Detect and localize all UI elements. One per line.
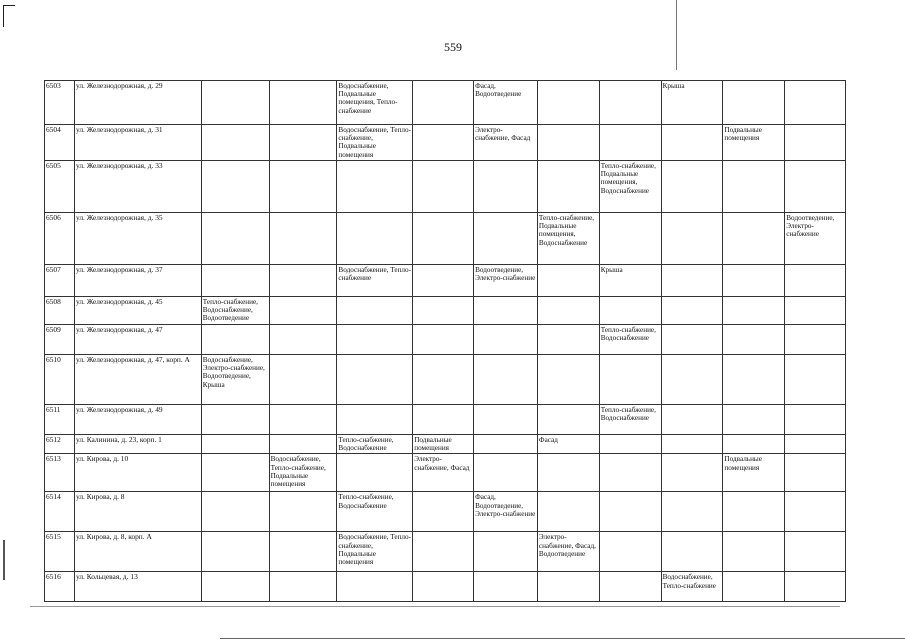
work-cell <box>537 355 599 405</box>
row-address: ул. Железнодорожная, д. 29 <box>74 81 201 125</box>
work-cell <box>201 492 269 532</box>
work-cell <box>723 213 785 265</box>
work-cell <box>785 265 846 297</box>
work-cell-text: Водоснабжение, Тепло-снабжение <box>662 573 716 590</box>
scan-right-edge <box>676 0 677 70</box>
work-cell-text: Фасад, Водоотведение, Электро-снабжение <box>475 493 536 518</box>
work-cell <box>661 454 723 492</box>
row-number: 6510 <box>45 355 75 405</box>
work-cell <box>201 297 269 325</box>
work-cell <box>785 572 846 602</box>
row-address: ул. Железнодорожная, д. 47 <box>74 325 201 355</box>
work-cell-text: Тепло-снабжение, Водоснабжение, Водоотведение <box>202 298 258 323</box>
work-cell <box>599 405 661 435</box>
work-cell <box>599 297 661 325</box>
work-cell-text: Подвальные помещения <box>724 126 762 143</box>
table-row <box>45 435 905 454</box>
work-cell <box>269 435 337 454</box>
work-cell <box>723 297 785 325</box>
work-cell <box>337 492 413 532</box>
row-number: 6516 <box>45 572 75 602</box>
work-cell <box>474 81 538 125</box>
work-cell-text: Крыша <box>600 266 623 274</box>
table-row <box>45 355 905 405</box>
work-cell-text: Подвальные помещения <box>724 455 762 472</box>
table-row <box>45 125 905 161</box>
work-cell <box>723 572 785 602</box>
work-cell <box>723 492 785 532</box>
work-cell <box>723 435 785 454</box>
work-cell-text: Водоснабжение, Тепло-снабжение <box>338 266 412 283</box>
work-cell <box>661 405 723 435</box>
row-address: ул. Железнодорожная, д. 49 <box>74 405 201 435</box>
work-cell <box>201 454 269 492</box>
work-cell <box>723 265 785 297</box>
work-cell <box>723 532 785 572</box>
work-cell <box>269 161 337 213</box>
work-cell <box>413 572 474 602</box>
work-cell <box>269 325 337 355</box>
row-address: ул. Железнодорожная, д. 47, корп. А <box>74 355 201 405</box>
work-cell <box>201 125 269 161</box>
row-number: 6508 <box>45 297 75 325</box>
work-cell <box>337 81 413 125</box>
work-cell <box>723 161 785 213</box>
row-address: ул. Железнодорожная, д. 45 <box>74 297 201 325</box>
work-cell-text: Тепло-снабжение, Подвальные помещения, Водоснабжение <box>600 162 656 195</box>
work-cell <box>201 405 269 435</box>
work-cell <box>337 125 413 161</box>
work-cell <box>599 125 661 161</box>
work-cell-text: Тепло-снабжение, Подвальные помещения, Водоснабжение <box>538 214 595 247</box>
work-cell-text: Водоснабжение, Тепло-снабжение, Подвальные помещения <box>338 126 412 159</box>
scan-top-edge <box>3 5 15 6</box>
work-cell <box>269 454 337 492</box>
work-cell-text: Водоотведение, Электро-снабжение <box>786 214 835 239</box>
work-cell <box>269 81 337 125</box>
work-cell <box>474 492 538 532</box>
work-cell <box>269 265 337 297</box>
work-cell <box>337 454 413 492</box>
work-cell <box>785 454 846 492</box>
work-cell-text: Крыша <box>662 82 685 90</box>
row-number: 6511 <box>45 405 75 435</box>
work-cell <box>599 81 661 125</box>
work-cell <box>785 213 846 265</box>
work-cell <box>337 161 413 213</box>
table-row <box>45 213 905 265</box>
row-number: 6512 <box>45 435 75 454</box>
row-address: ул. Кирова, д. 8, корп. А <box>74 532 201 572</box>
work-cell <box>723 125 785 161</box>
row-address: ул. Железнодорожная, д. 37 <box>74 265 201 297</box>
work-cell <box>599 355 661 405</box>
table-row <box>45 572 905 602</box>
row-number: 6505 <box>45 161 75 213</box>
work-cell <box>413 81 474 125</box>
work-cell <box>201 435 269 454</box>
data-table <box>44 80 905 602</box>
work-cell-text: Электро-снабжение, Фасад <box>475 126 531 143</box>
work-cell <box>269 532 337 572</box>
work-cell <box>413 454 474 492</box>
work-cell <box>269 492 337 532</box>
scan-bottom-line <box>30 606 840 607</box>
work-cell <box>337 213 413 265</box>
work-cell <box>337 532 413 572</box>
row-number: 6509 <box>45 325 75 355</box>
work-cell <box>413 297 474 325</box>
work-cell <box>537 405 599 435</box>
table-row <box>45 405 905 435</box>
work-cell <box>785 325 846 355</box>
work-cell <box>537 265 599 297</box>
table-row <box>45 492 905 532</box>
work-cell <box>413 161 474 213</box>
work-cell <box>537 161 599 213</box>
work-cell <box>661 81 723 125</box>
work-cell <box>599 265 661 297</box>
work-cell <box>474 454 538 492</box>
work-cell <box>413 355 474 405</box>
work-cell <box>785 355 846 405</box>
row-number: 6506 <box>45 213 75 265</box>
work-cell <box>599 572 661 602</box>
work-cell <box>785 297 846 325</box>
work-cell <box>537 532 599 572</box>
work-cell-text: Электро-снабжение, Фасад <box>414 455 470 472</box>
work-cell <box>661 297 723 325</box>
work-cell <box>337 572 413 602</box>
work-cell <box>537 125 599 161</box>
work-cell <box>201 213 269 265</box>
work-cell <box>474 161 538 213</box>
work-cell-text: Водоотведение, Электро-снабжение <box>475 266 536 283</box>
work-cell <box>337 405 413 435</box>
row-number: 6515 <box>45 532 75 572</box>
work-cell <box>785 492 846 532</box>
work-cell <box>661 161 723 213</box>
work-cell <box>537 492 599 532</box>
work-cell-text: Фасад, Водоотведение <box>475 82 522 99</box>
scan-left-edge <box>3 5 4 27</box>
work-cell <box>413 435 474 454</box>
work-cell <box>537 572 599 602</box>
work-cell <box>785 405 846 435</box>
work-cell <box>269 125 337 161</box>
work-cell <box>723 355 785 405</box>
row-address: ул. Железнодорожная, д. 35 <box>74 213 201 265</box>
work-cell <box>599 454 661 492</box>
work-cell-text: Водоснабжение, Тепло-снабжение, Подвальные помещения <box>270 455 326 489</box>
work-cell-text: Электро-снабжение, Фасад, Водоотведение <box>538 533 596 558</box>
work-cell <box>474 325 538 355</box>
work-cell <box>723 405 785 435</box>
work-cell <box>661 325 723 355</box>
work-cell <box>661 355 723 405</box>
row-number: 6514 <box>45 492 75 532</box>
work-cell <box>474 125 538 161</box>
row-number: 6507 <box>45 265 75 297</box>
work-cell <box>474 213 538 265</box>
work-cell <box>599 325 661 355</box>
row-address: ул. Кольцевая, д. 13 <box>74 572 201 602</box>
work-cell <box>723 81 785 125</box>
table-row <box>45 161 905 213</box>
work-cell <box>537 454 599 492</box>
work-cell <box>337 325 413 355</box>
scan-bottom-edge <box>220 638 905 639</box>
work-cell <box>413 532 474 572</box>
work-cell-text: Водоснабжение, Электро-снабжение, Водоотведение, Крыша <box>202 356 265 389</box>
work-cell <box>201 265 269 297</box>
work-cell <box>201 572 269 602</box>
row-number: 6503 <box>45 81 75 125</box>
work-cell-text: Тепло-снабжение, Водоснабжение <box>600 326 656 343</box>
work-cell-text: Водоснабжение, Тепло-снабжение, Подвальные помещения <box>338 533 412 567</box>
row-address: ул. Кирова, д. 8 <box>74 492 201 532</box>
work-cell <box>661 213 723 265</box>
work-cell-text: Подвальные помещения <box>414 436 452 453</box>
work-cell <box>413 325 474 355</box>
table-row <box>45 265 905 297</box>
table-row <box>45 454 905 492</box>
row-address: ул. Кирова, д. 10 <box>74 454 201 492</box>
row-number: 6504 <box>45 125 75 161</box>
table-body <box>45 81 905 602</box>
work-cell <box>785 125 846 161</box>
work-cell <box>201 81 269 125</box>
work-cell <box>269 405 337 435</box>
row-address: ул. Железнодорожная, д. 31 <box>74 125 201 161</box>
work-cell <box>661 435 723 454</box>
work-cell <box>337 297 413 325</box>
work-cell <box>785 161 846 213</box>
work-cell <box>537 435 599 454</box>
scan-speck <box>3 540 5 580</box>
work-cell <box>413 265 474 297</box>
work-cell <box>413 125 474 161</box>
work-cell <box>201 355 269 405</box>
work-cell <box>785 435 846 454</box>
work-cell <box>661 125 723 161</box>
table-row <box>45 81 905 125</box>
work-cell <box>661 492 723 532</box>
work-cell-text: Тепло-снабжение, Водоснабжение <box>600 406 656 423</box>
row-address: ул. Калинина, д. 23, корп. 1 <box>74 435 201 454</box>
work-cell-text: Тепло-снабжение, Водоснабжение <box>338 493 394 510</box>
work-cell <box>785 532 846 572</box>
work-cell <box>785 81 846 125</box>
work-cell <box>413 213 474 265</box>
work-cell <box>413 405 474 435</box>
work-cell <box>599 492 661 532</box>
work-cell <box>474 405 538 435</box>
work-cell <box>269 213 337 265</box>
work-cell <box>269 572 337 602</box>
work-cell <box>201 325 269 355</box>
work-cell <box>337 355 413 405</box>
table-row <box>45 325 905 355</box>
work-cell <box>474 265 538 297</box>
work-cell <box>661 532 723 572</box>
work-cell <box>661 265 723 297</box>
work-cell <box>474 297 538 325</box>
work-cell <box>661 572 723 602</box>
work-cell <box>337 435 413 454</box>
work-cell <box>337 265 413 297</box>
work-cell <box>599 435 661 454</box>
work-cell <box>474 355 538 405</box>
work-cell <box>201 161 269 213</box>
work-cell <box>269 297 337 325</box>
work-cell <box>474 572 538 602</box>
work-cell-text: Водоснабжение, Подвальные помещения, Тепло-снабжение <box>338 82 398 115</box>
work-cell <box>474 532 538 572</box>
work-cell <box>537 325 599 355</box>
table-row <box>45 297 905 325</box>
work-cell-text: Фасад <box>538 436 558 444</box>
work-cell <box>269 355 337 405</box>
work-cell <box>723 325 785 355</box>
work-cell <box>599 213 661 265</box>
work-cell <box>599 532 661 572</box>
work-cell <box>474 435 538 454</box>
work-cell <box>537 81 599 125</box>
work-cell <box>201 532 269 572</box>
work-cell-text: Тепло-снабжение, Водоснабжение <box>338 436 394 453</box>
table-row <box>45 532 905 572</box>
work-cell <box>723 454 785 492</box>
row-address: ул. Железнодорожная, д. 33 <box>74 161 201 213</box>
work-cell <box>599 161 661 213</box>
row-number: 6513 <box>45 454 75 492</box>
work-cell <box>413 492 474 532</box>
page-number: 559 <box>444 40 462 54</box>
work-cell <box>537 297 599 325</box>
work-cell <box>537 213 599 265</box>
